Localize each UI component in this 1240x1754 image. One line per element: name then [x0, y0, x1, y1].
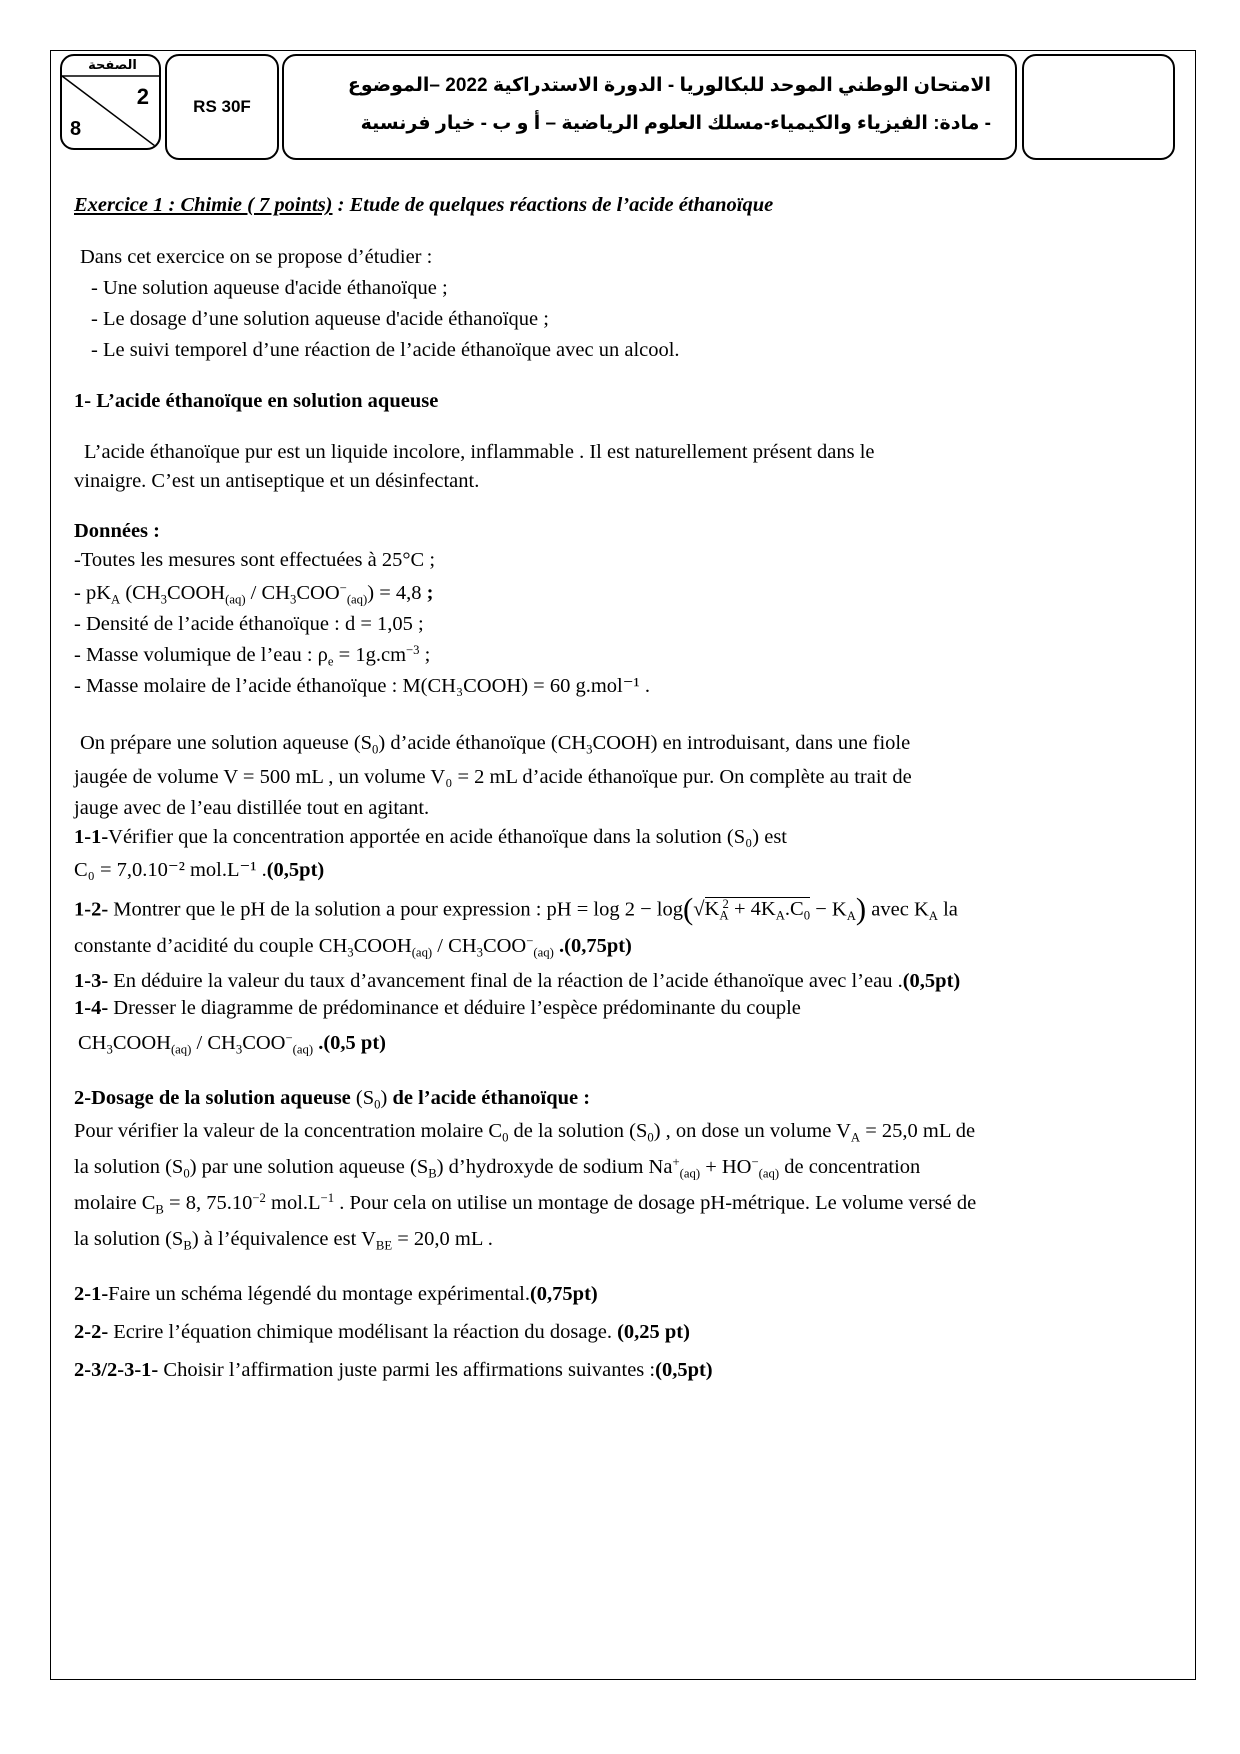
question-1-2-cont: constante d’acidité du couple $CH_3COOH_{(aq)} / CH_3COO^-_{(aq)}$ .(0,75pt): [74, 934, 632, 960]
q2-2-points: (0,25 pt): [617, 1321, 690, 1344]
q2-2-text: Ecrire l’équation chimique modélisant la réaction du dosage.: [108, 1321, 618, 1344]
q1-3-number: 1-3-: [74, 970, 109, 993]
q1-1-points: (0,5pt): [266, 859, 325, 881]
page-number-box: [60, 54, 161, 150]
part2-heading: 2-Dosage de la solution aqueuse $(S_0)$ de l’acide éthanoïque :: [74, 1087, 591, 1112]
part1-description-2: vinaigre. C’est un antiseptique et un désinfectant.: [74, 470, 480, 492]
exam-title-line1: الامتحان الوطني الموحد للبكالوريا - الدورة الاستدراكية 2022 –الموضوع: [347, 75, 991, 96]
question-1-4: [74, 995, 1174, 1022]
q2-1-number: 2-1-: [74, 1283, 109, 1306]
q1-3-text: En déduire la valeur du taux d’avancement final de la réaction de l’acide éthanoïque avec l’eau .: [108, 970, 903, 993]
q1-2-number: 1-2-: [74, 898, 109, 921]
intro-bullet-3: - Le suivi temporel d’une réaction de l’acide éthanoïque avec un alcool.: [91, 339, 680, 361]
q1-1-value: C₀ = 7,0.10⁻² mol.L⁻¹ .: [74, 859, 267, 881]
empty-header-box: [1022, 54, 1175, 160]
part2-text-4: la solution $(S_B)$ à l’équivalence est $V_{BE} = 20,0$ mL .: [74, 1228, 493, 1253]
intro-bullet-2: - Le dosage d’une solution aqueuse d'acide éthanoïque ;: [91, 308, 549, 330]
q1-1-number: 1-1-: [74, 826, 109, 848]
intro-text: Dans cet exercice on se propose d’étudier :: [80, 246, 433, 268]
part2-text-1: Pour vérifier la valeur de la concentration molaire $C_0$ de la solution $(S_0)$ , on dose un volume $V_A = 25,0$ mL de: [74, 1120, 976, 1145]
q1-4-text: Dresser le diagramme de prédominance et déduire l’espèce prédominante du couple: [108, 997, 801, 1020]
question-1-1-value: [74, 857, 1174, 884]
question-1-1: [74, 824, 1174, 851]
part2-heading-a: 2-Dosage de la solution aqueuse: [74, 1087, 356, 1110]
prep-line-2: jaugée de volume V = 500 mL , un volume V₀ = 2 mL d’acide éthanoïque pur. On complète au trait de: [74, 766, 912, 788]
q1-1-text: Vérifier que la concentration apportée en acide éthanoïque dans la solution (S₀) est: [108, 826, 787, 848]
exam-content: [74, 192, 1174, 1384]
data-heading: Données :: [74, 520, 160, 542]
question-1-3: [74, 968, 1174, 995]
prep-line-1: On prépare une solution aqueuse $(S_0)$ d’acide éthanoïque $(CH_3COOH)$ en introduisant, dans une fiole: [80, 732, 911, 757]
question-1-2: 1-2- Montrer que le pH de la solution a pour expression : pH = $\log 2 - \log(√K_A^2 + 4K_A.C_0 - K_A)$ avec $K_A$ la: [74, 892, 958, 926]
question-2-1: [74, 1281, 1174, 1308]
part2-text-3: molaire $C_B = 8$, $75.10^{-2}$ $mol.L^{-1}$ . Pour cela on utilise un montage de dosage pH-métrique. Le volume versé de: [74, 1191, 977, 1217]
exercise-title-topic: : Etude de quelques réactions de l’acide éthanoïque: [332, 194, 774, 216]
q2-3-text: Choisir l’affirmation juste parmi les affirmations suivantes :: [158, 1359, 656, 1382]
part2-text-2: la solution $(S_0)$ par une solution aqueuse $(S_B)$ d’hydroxyde de sodium $Na^+_{(aq)} + HO^-_{(aq)}$ de concentration: [74, 1155, 921, 1181]
q2-3-points: (0,5pt): [655, 1359, 713, 1382]
q2-2-number: 2-2-: [74, 1321, 109, 1344]
data-pka: - $pK_A$ $(CH_3COOH_{(aq)} / CH_3COO^-_{(aq)}) = 4,8$ ;: [74, 581, 434, 607]
question-2-3: [74, 1357, 1174, 1384]
part1-heading: 1- L’acide éthanoïque en solution aqueuse: [74, 390, 439, 412]
page-label: الصفحة: [88, 57, 137, 72]
intro-bullet-1: - Une solution aqueuse d'acide éthanoïque ;: [91, 277, 448, 299]
q1-3-points: (0,5pt): [902, 970, 961, 993]
exercise-title: [74, 192, 1174, 219]
exam-title-line2: - مادة: الفيزياء والكيمياء-مسلك العلوم الرياضية – أ و ب - خيار فرنسية: [360, 113, 991, 134]
question-1-4-couple: $CH_3COOH_{(aq)} / CH_3COO^-_{(aq)}$ .(0,5 pt): [78, 1031, 386, 1057]
part1-description-1: L’acide éthanoïque pur est un liquide incolore, inflammable . Il est naturellement présent dans le: [84, 441, 875, 463]
exam-code-box: [165, 54, 279, 160]
q2-3-number: 2-3/2-3-1-: [74, 1359, 159, 1382]
part2-text-3-end: . Pour cela on utilise un montage de dosage pH-métrique. Le volume versé de: [334, 1192, 977, 1215]
exam-title-box: [282, 54, 1017, 160]
q1-4-points: .(0,5 pt): [318, 1032, 386, 1055]
page-number: 2: [136, 84, 149, 109]
q2-1-text: Faire un schéma légendé du montage expérimental.: [108, 1283, 530, 1306]
data-density: - Densité de l’acide éthanoïque : d = 1,05 ;: [74, 613, 424, 635]
prep-line-3: jauge avec de l’eau distillée tout en agitant.: [74, 797, 430, 819]
data-temperature: -Toutes les mesures sont effectuées à 25°C ;: [74, 549, 436, 571]
total-pages: 8: [70, 118, 82, 140]
part2-heading-b: de l’acide éthanoïque :: [387, 1087, 591, 1110]
q2-1-points: (0,75pt): [529, 1283, 598, 1306]
data-water-density: - Masse volumique de l’eau : $\rho_e = 1g.cm^{-3}$ ;: [74, 643, 431, 669]
data-molar-mass: - Masse molaire de l’acide éthanoïque : M(CH₃COOH) = 60 g.mol⁻¹ .: [74, 675, 650, 697]
question-2-2: [74, 1319, 1174, 1346]
q1-4-number: 1-4-: [74, 997, 109, 1020]
exercise-title-label: Exercice 1 : Chimie ( 7 points): [74, 194, 333, 216]
exam-code: RS 30F: [193, 97, 251, 116]
